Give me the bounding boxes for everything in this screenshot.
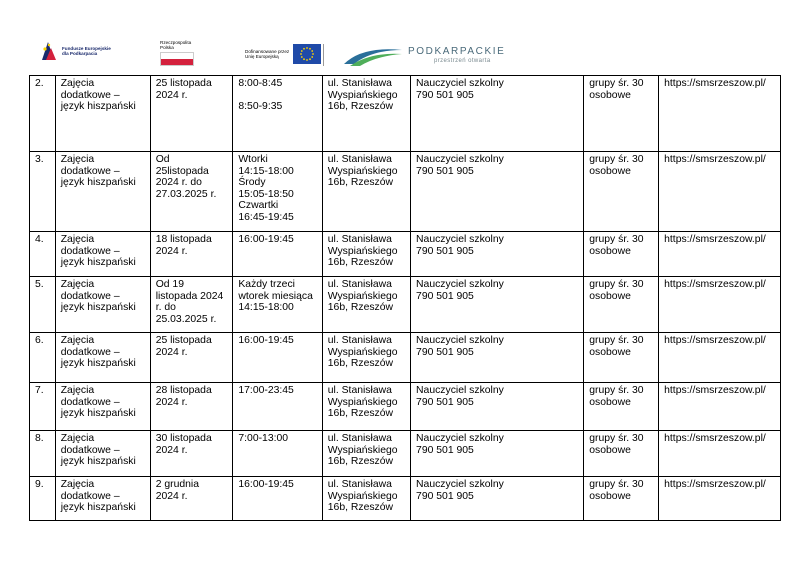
url-cell: https://smsrzeszow.pl/ — [659, 152, 781, 232]
group-cell: grupy śr. 30 osobowe — [584, 477, 659, 521]
podkarpackie-logo — [342, 44, 512, 68]
group-cell: grupy śr. 30 osobowe — [584, 152, 659, 232]
row-number: 6. — [30, 333, 56, 383]
url-cell: https://smsrzeszow.pl/ — [659, 477, 781, 521]
table-row — [30, 477, 781, 521]
table-row — [30, 232, 781, 277]
date-cell: Od 25listopada 2024 r. do 27.03.2025 r. — [150, 152, 233, 232]
date-cell: 25 listopada 2024 r. — [150, 333, 233, 383]
activity-name: Zajęcia dodatkowe – język hiszpański — [55, 232, 150, 277]
activity-name: Zajęcia dodatkowe – język hiszpański — [55, 277, 150, 333]
table-row — [30, 383, 781, 431]
activity-name: Zajęcia dodatkowe – język hiszpański — [55, 383, 150, 431]
date-cell: 18 listopada 2024 r. — [150, 232, 233, 277]
unia-europejska-logo — [245, 44, 321, 64]
teacher-cell: Nauczyciel szkolny 790 501 905 — [411, 277, 584, 333]
group-cell: grupy śr. 30 osobowe — [584, 76, 659, 152]
row-number: 8. — [30, 431, 56, 477]
teacher-cell: Nauczyciel szkolny 790 501 905 — [411, 333, 584, 383]
table-row — [30, 76, 781, 152]
address-cell: ul. Stanisława Wyspiańskiego 16b, Rzeszów — [322, 232, 410, 277]
group-cell: grupy śr. 30 osobowe — [584, 232, 659, 277]
url-cell: https://smsrzeszow.pl/ — [659, 76, 781, 152]
row-number: 4. — [30, 232, 56, 277]
url-cell: https://smsrzeszow.pl/ — [659, 333, 781, 383]
group-cell: grupy śr. 30 osobowe — [584, 383, 659, 431]
time-cell: Każdy trzeci wtorek miesiąca 14:15-18:00 — [233, 277, 322, 333]
activity-name: Zajęcia dodatkowe – język hiszpański — [55, 152, 150, 232]
podkarpackie-tagline: przestrzeń otwarta — [434, 58, 491, 64]
teacher-cell: Nauczyciel szkolny 790 501 905 — [411, 232, 584, 277]
teacher-cell: Nauczyciel szkolny 790 501 905 — [411, 477, 584, 521]
url-cell: https://smsrzeszow.pl/ — [659, 232, 781, 277]
fundusze-europejskie-logo — [40, 40, 132, 62]
row-number: 7. — [30, 383, 56, 431]
row-number: 2. — [30, 76, 56, 152]
ue-text: Dofinansowane przez Unię Europejską — [245, 48, 290, 59]
group-cell: grupy śr. 30 osobowe — [584, 277, 659, 333]
schedule-table — [29, 75, 781, 521]
address-cell: ul. Stanisława Wyspiańskiego 16b, Rzeszów — [322, 277, 410, 333]
eu-flag-icon — [293, 44, 321, 64]
time-cell: 7:00-13:00 — [233, 431, 322, 477]
date-cell: 25 listopada 2024 r. — [150, 76, 233, 152]
table-row — [30, 333, 781, 383]
date-cell: 28 listopada 2024 r. — [150, 383, 233, 431]
address-cell: ul. Stanisława Wyspiańskiego 16b, Rzeszów — [322, 333, 410, 383]
time-cell: 16:00-19:45 — [233, 477, 322, 521]
logo-bar — [0, 0, 800, 76]
time-cell: 17:00-23:45 — [233, 383, 322, 431]
date-cell: 30 listopada 2024 r. — [150, 431, 233, 477]
activity-name: Zajęcia dodatkowe – język hiszpański — [55, 477, 150, 521]
teacher-cell: Nauczyciel szkolny 790 501 905 — [411, 431, 584, 477]
table-row — [30, 277, 781, 333]
activity-name: Zajęcia dodatkowe – język hiszpański — [55, 431, 150, 477]
address-cell: ul. Stanisława Wyspiańskiego 16b, Rzeszów — [322, 477, 410, 521]
teacher-cell: Nauczyciel szkolny 790 501 905 — [411, 76, 584, 152]
row-number: 3. — [30, 152, 56, 232]
url-cell: https://smsrzeszow.pl/ — [659, 383, 781, 431]
table-row — [30, 152, 781, 232]
address-cell: ul. Stanisława Wyspiańskiego 16b, Rzeszów — [322, 431, 410, 477]
date-cell: 2 grudnia 2024 r. — [150, 477, 233, 521]
date-cell: Od 19 listopada 2024 r. do 25.03.2025 r. — [150, 277, 233, 333]
rzeczpospolita-polska-logo — [160, 40, 194, 66]
time-cell: 16:00-19:45 — [233, 232, 322, 277]
logo-divider — [323, 44, 324, 66]
fe-star-icon — [40, 40, 58, 62]
url-cell: https://smsrzeszow.pl/ — [659, 277, 781, 333]
teacher-cell: Nauczyciel szkolny 790 501 905 — [411, 383, 584, 431]
polish-flag-icon — [160, 52, 194, 66]
podkarpackie-swoosh-icon — [342, 44, 404, 68]
address-cell: ul. Stanisława Wyspiańskiego 16b, Rzeszów — [322, 152, 410, 232]
activity-name: Zajęcia dodatkowe – język hiszpański — [55, 76, 150, 152]
time-cell: 16:00-19:45 — [233, 333, 322, 383]
row-number: 9. — [30, 477, 56, 521]
time-cell: 8:00-8:45 8:50-9:35 — [233, 76, 322, 152]
group-cell: grupy śr. 30 osobowe — [584, 333, 659, 383]
rp-text: Rzeczpospolita Polska — [160, 40, 192, 51]
activity-name: Zajęcia dodatkowe – język hiszpański — [55, 333, 150, 383]
row-number: 5. — [30, 277, 56, 333]
podkarpackie-name: PODKARPACKIE — [408, 46, 506, 57]
address-cell: ul. Stanisława Wyspiańskiego 16b, Rzeszów — [322, 383, 410, 431]
url-cell: https://smsrzeszow.pl/ — [659, 431, 781, 477]
table-row — [30, 431, 781, 477]
fe-text: Fundusze Europejskie dla Podkarpacia — [62, 45, 111, 56]
address-cell: ul. Stanisława Wyspiańskiego 16b, Rzeszów — [322, 76, 410, 152]
group-cell: grupy śr. 30 osobowe — [584, 431, 659, 477]
time-cell: Wtorki 14:15-18:00 Środy 15:05-18:50 Czwartki 16:45-19:45 — [233, 152, 322, 232]
teacher-cell: Nauczyciel szkolny 790 501 905 — [411, 152, 584, 232]
